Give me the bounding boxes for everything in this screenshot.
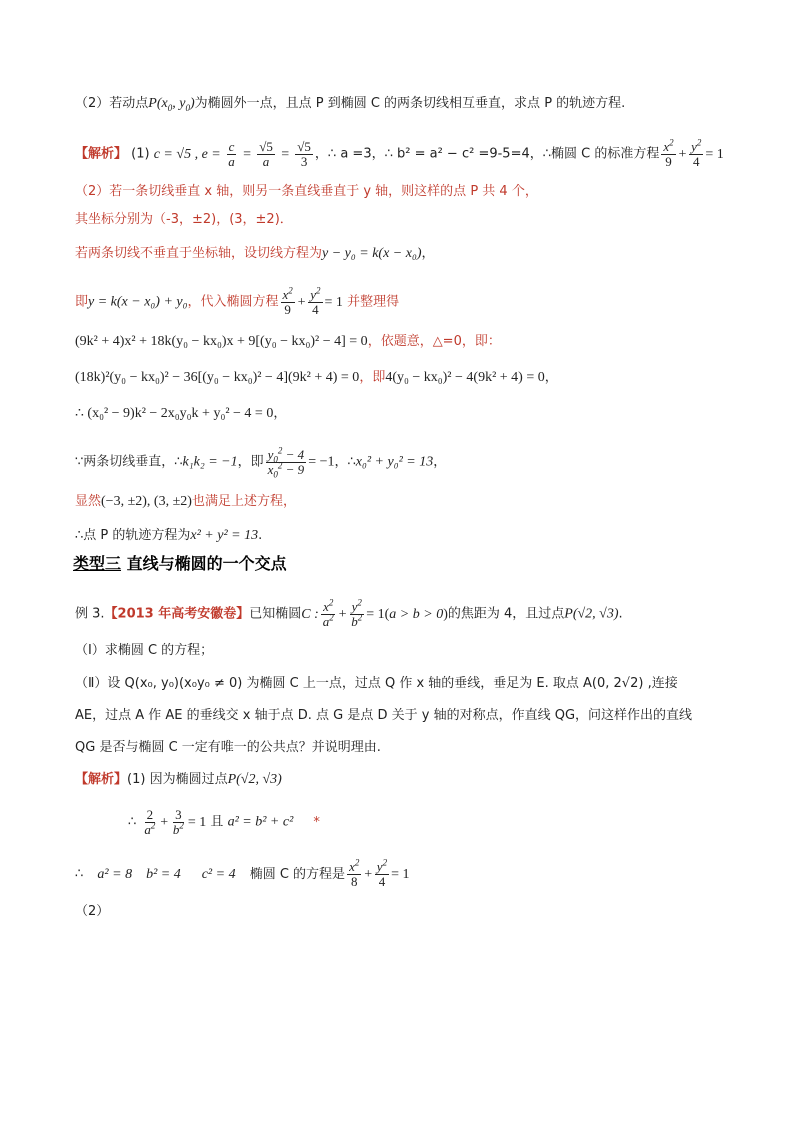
q2-label: （2）若动点	[75, 96, 149, 111]
abc-relation: a² = b² + c²	[227, 814, 294, 830]
question-II-text-2: AE，过点 A 作 AE 的垂线交 x 轴于点 D. 点 G 是点 D 关于 y 轴的对称点，作直线 QG，问这样作出的直线	[75, 708, 693, 723]
substitution-line	[75, 285, 754, 317]
k-quadratic-equation: ∴ (x₀² − 9)k² − 2x₀y₀k + y₀² − 4 = 0	[75, 406, 274, 421]
question-I-text: （Ⅰ）求椭圆 C 的方程；	[75, 643, 214, 658]
line-4-text: 若两条切线不垂直于坐标轴，设切线方程为	[75, 246, 323, 261]
line-5-text: 即	[75, 294, 89, 310]
line-11-text: ∴点 P 的轨迹方程为	[75, 528, 191, 543]
quadratic-equation: (9k² + 4)x² + 18k(y₀ − kx₀)x + 9[(y₀ − kx₀)² − 4] = 0	[75, 334, 368, 349]
line-10-text: 显然	[75, 494, 102, 509]
tangent-equation: y − y₀ = k(x − x₀)	[322, 246, 422, 261]
section-title: 直线与椭圆的一个交点	[126, 554, 287, 573]
ellipse-standard-eq: $\frac{x^2}{9}$ + $\frac{y^2}{4}$ = 1	[663, 137, 724, 169]
example-end: .	[618, 606, 623, 622]
line-5-mid: ，代入椭圆方程	[187, 294, 279, 310]
star-mark: *	[313, 814, 320, 830]
tangent-line-setup	[75, 244, 754, 264]
result-text: 椭圆 C 的方程是	[249, 866, 346, 882]
coordinates-line	[75, 210, 754, 230]
section-heading	[73, 554, 754, 574]
solution-2-text: (1) 因为椭圆过点	[127, 772, 228, 787]
solution-2-line	[75, 770, 754, 790]
vieta-fraction: $\frac{y_0^2 - 4}{x_0^2 - 9}$	[267, 445, 305, 480]
line-7-end: ，	[544, 370, 558, 385]
question-II-line-3	[75, 738, 754, 758]
example-point: P(√2, √3)	[564, 606, 619, 622]
jiexi-2-tag: 【解析】	[75, 772, 128, 787]
part-2-label	[75, 902, 754, 922]
part-2-text: （2）	[75, 904, 110, 919]
jiexi-tag: 【解析】	[75, 146, 128, 162]
section-type: 类型三	[73, 554, 122, 573]
line-9-end: ，	[433, 454, 447, 470]
line-6-text: ，依题意，△=0，即：	[367, 334, 501, 349]
substitution-eq: $\frac{2}{a^2}$ + $\frac{3}{b^2}$ = 1	[144, 807, 207, 837]
solution-1-text: ，∴ a =3，∴ b² = a² − c² =9-5=4，∴椭圆 C 的标准方程	[314, 146, 660, 162]
values-eq: a² = 8 b² = 4 c² = 4	[97, 866, 236, 882]
system-line	[128, 808, 754, 837]
line-5-end: 并整理得	[347, 294, 400, 310]
result-ellipse-eq: $\frac{x^2}{8}$ + $\frac{y^2}{4}$ = 1	[349, 857, 410, 889]
line-10-end: 也满足上述方程，	[191, 494, 296, 509]
line-equation: y = k(x − x₀) + y₀	[88, 294, 188, 310]
example-3-line	[75, 597, 754, 629]
line-7-text: ，即	[359, 370, 386, 385]
case-perpendicular-axis	[75, 182, 754, 202]
therefore-symbol-2: ∴	[75, 866, 84, 882]
quadratic-line	[75, 332, 754, 352]
eccentricity-eq: c = √5 , e = $\frac{c}{a}$ = $\frac{√5}{a}$ = $\frac{√5}{3}$	[153, 139, 311, 169]
simplified-discriminant: 4(y₀ − kx₀)² − 4(9k² + 4) = 0	[385, 370, 545, 385]
and-word: 且	[210, 814, 224, 830]
part-label: (1)	[131, 146, 150, 162]
discriminant-line	[75, 368, 754, 388]
line-4-end: ，	[421, 246, 435, 261]
line-3-text: 其坐标分别为（-3，±2)，(3，±2)．	[75, 212, 293, 227]
question-II-text-3: QG 是否与椭圆 C 一定有唯一的公共点？并说明理由.	[75, 740, 381, 755]
conclusion-line	[75, 526, 754, 546]
perpendicular-condition-line	[75, 445, 754, 480]
k-quadratic-line	[75, 404, 754, 424]
line-2-text: （2）若一条切线垂直 x 轴，则另一条直线垂直于 y 轴，则这样的点 P 共 4 个，	[75, 184, 538, 199]
q2-text: 为椭圆外一点，且点 P 到椭圆 C 的两条切线相互垂直，求点 P 的轨迹方程.	[194, 96, 626, 111]
ellipse-eq-inline: $\frac{x^2}{9}$ + $\frac{y^2}{4}$ = 1	[282, 285, 343, 317]
example-text-1: 已知椭圆	[249, 606, 302, 622]
line-11-end: .	[258, 528, 263, 543]
q2-point: $P(x_0$, $y_0$)	[148, 96, 195, 113]
ellipse-general-eq: C : $\frac{x^2}{a^2}$ + $\frac{y^2}{b^2}$ = 1(a > b > 0)	[301, 597, 448, 629]
question-II-line-2	[75, 706, 754, 726]
line-8-end: ，	[273, 406, 287, 421]
line-9-mid2: ，∴	[334, 454, 356, 470]
example-label: 例 3.	[75, 606, 105, 622]
locus-result: x₀² + y₀² = 13	[355, 454, 434, 470]
example-text-2: 的焦距为 4，且过点	[447, 606, 565, 622]
special-points: (−3, ±2), (3, ±2)	[101, 494, 192, 509]
line-9-text: ∵两条切线垂直，∴	[75, 454, 183, 470]
slope-product: k₁k₂ = −1	[182, 454, 238, 470]
vieta-result: = −1	[308, 454, 335, 470]
result-line	[75, 857, 754, 889]
discriminant-equation: (18k)²(y₀ − kx₀)² − 36[(y₀ − kx₀)² − 4](9k² + 4) = 0	[75, 370, 360, 385]
verification-line	[75, 492, 754, 512]
solution-2-point: P(√2, √3)	[227, 772, 282, 787]
therefore-symbol: ∴	[128, 814, 137, 830]
question-I	[75, 641, 754, 661]
locus-equation: x² + y² = 13	[190, 528, 259, 543]
example-source: 【2013 年高考安徽卷】	[104, 606, 250, 622]
solution-1-line	[75, 137, 754, 169]
question-II-text-1: （Ⅱ）设 Q(x₀, y₀)(x₀y₀ ≠ 0) 为椭圆 C 上一点，过点 Q 作 x 轴的垂线，垂足为 E. 取点 A(0, 2√2) ,连接	[75, 676, 678, 691]
line-9-mid: ，即	[237, 454, 264, 470]
question-II-line-1	[75, 674, 754, 694]
question-2-line	[75, 94, 754, 114]
